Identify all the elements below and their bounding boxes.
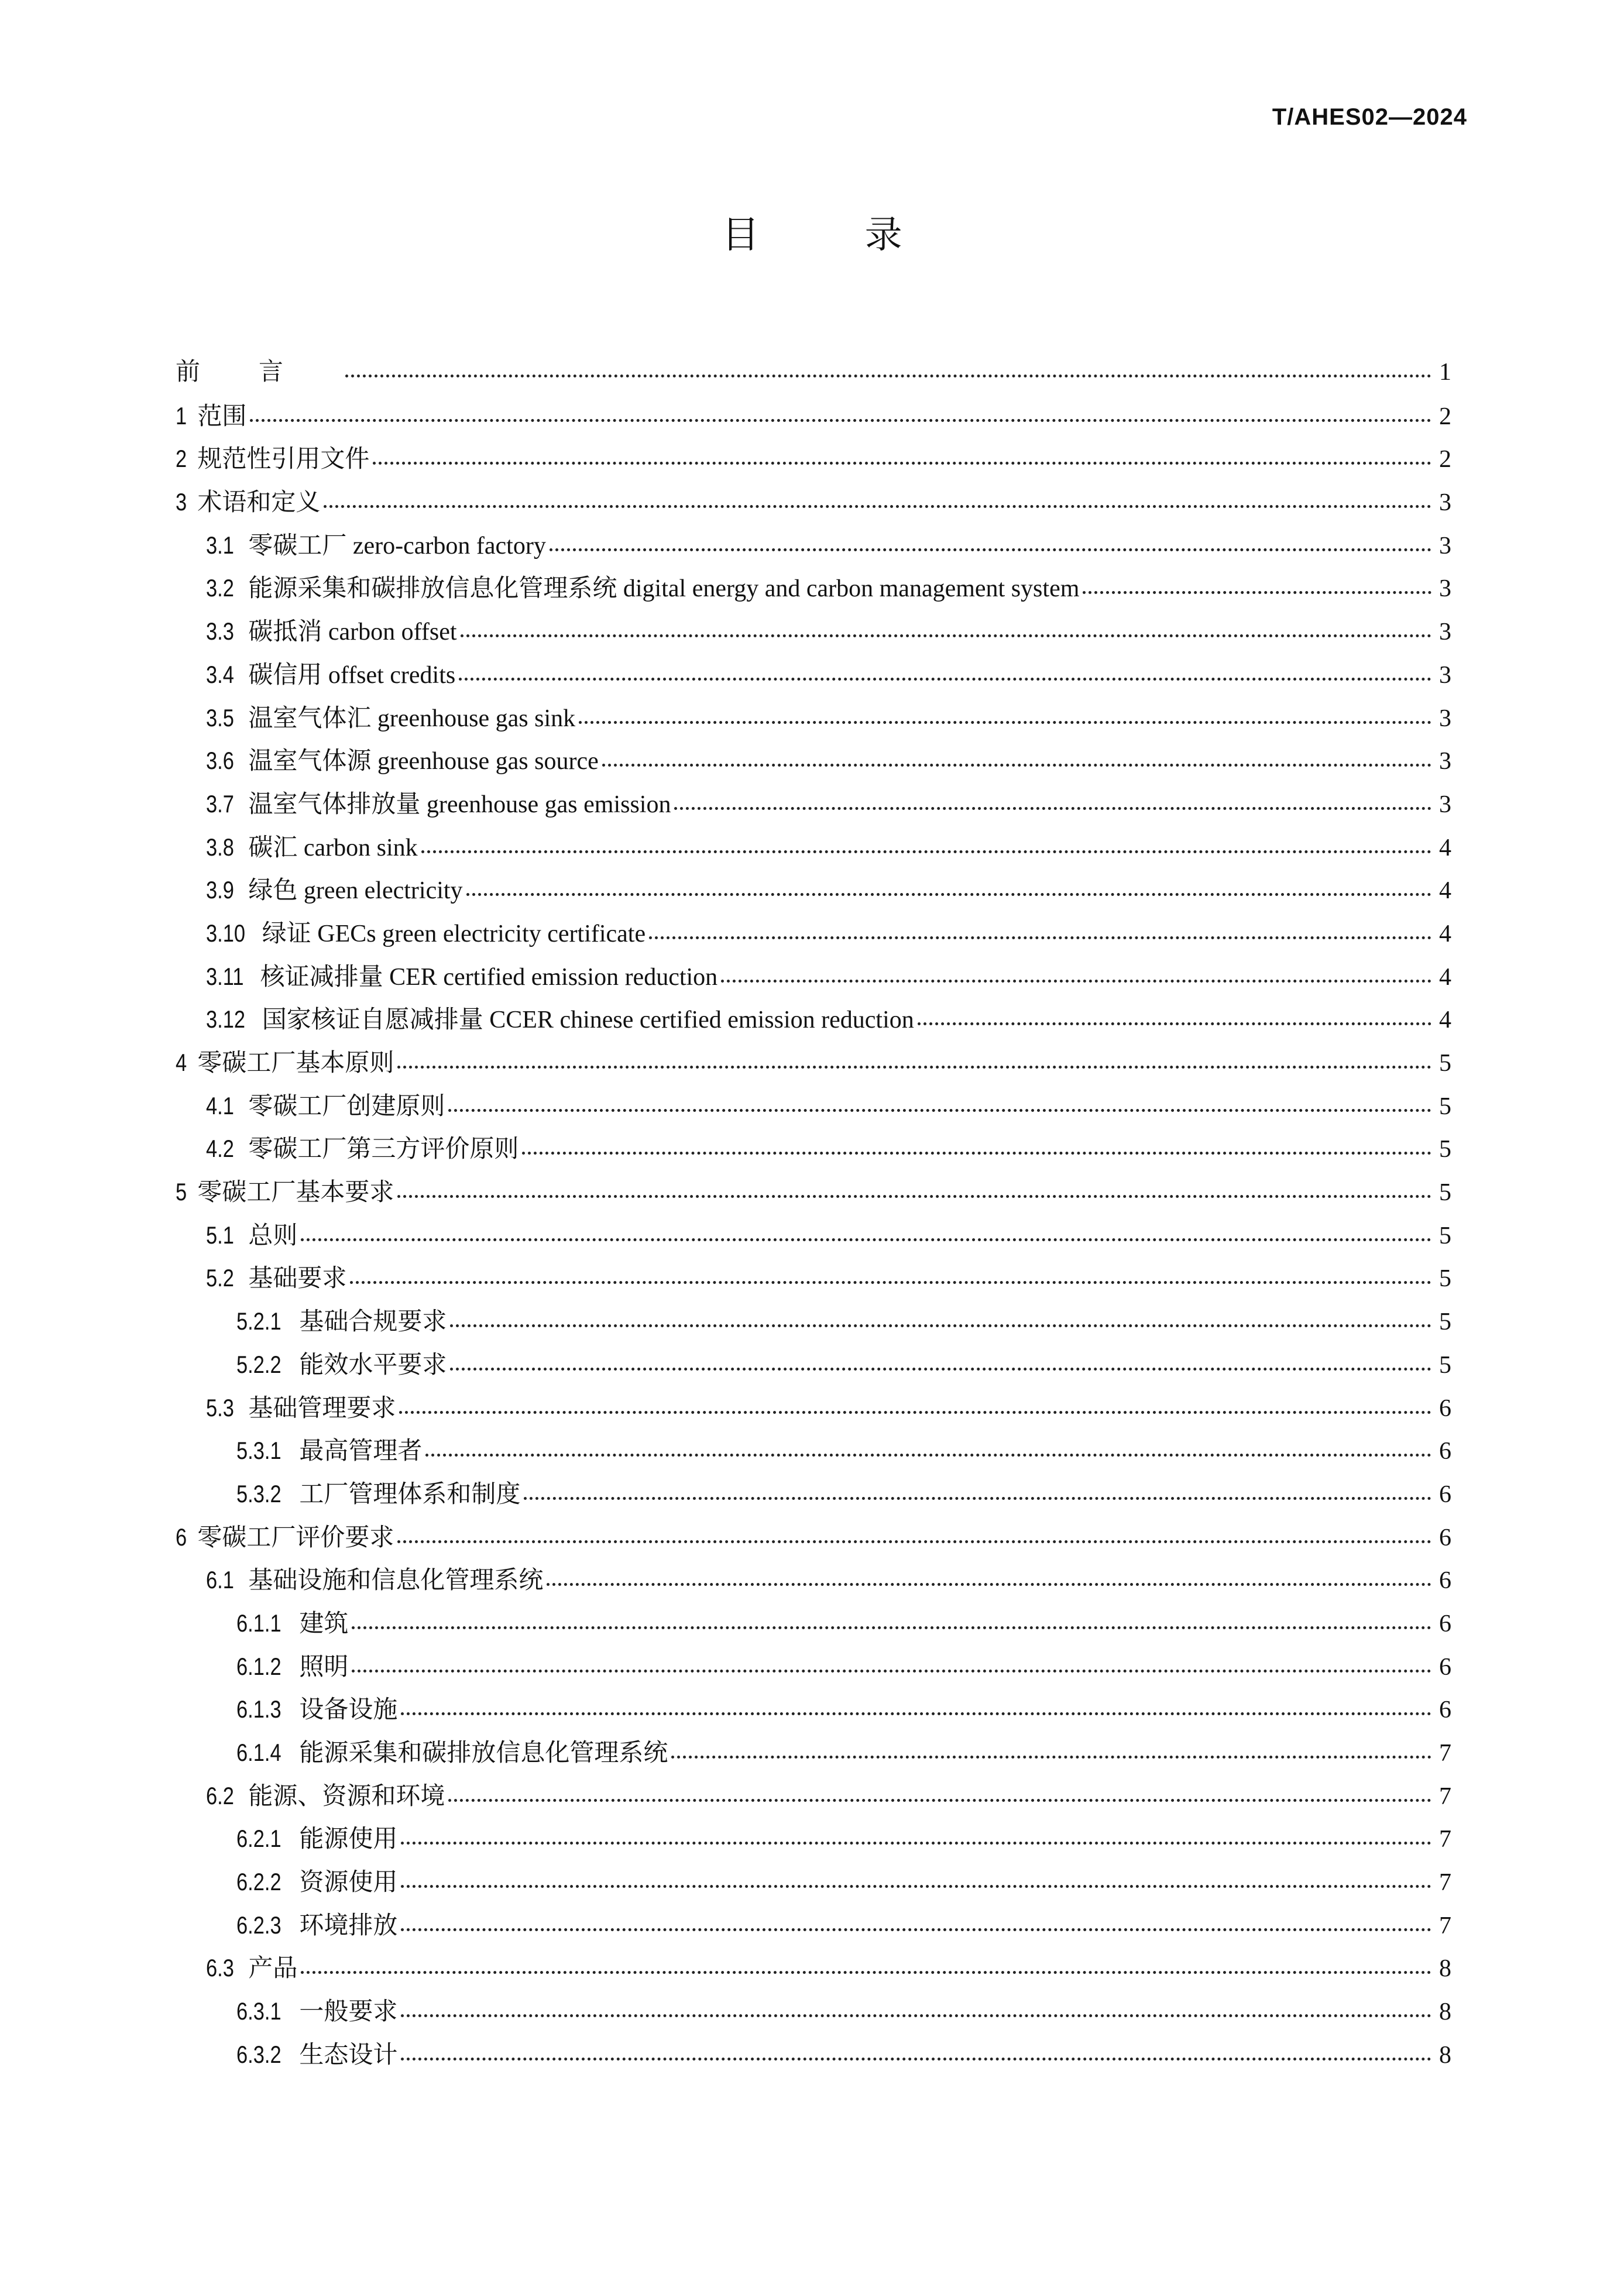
toc-entry-number: 2 (176, 445, 187, 473)
toc-entry[interactable] (176, 1472, 1451, 1516)
toc-entry-page-number: 6 (1439, 1524, 1451, 1551)
toc-entry-label: 绿色 green electricity (248, 877, 463, 905)
toc-entry[interactable] (176, 1084, 1451, 1128)
dot-leader (450, 1364, 1431, 1371)
toc-entry-number: 6.1.1 (236, 1609, 281, 1637)
dot-leader (352, 1623, 1431, 1629)
toc-entry[interactable] (176, 868, 1451, 912)
toc-entry-number: 3.11 (206, 962, 244, 990)
dot-leader (401, 1925, 1431, 1931)
toc-entry[interactable] (176, 1904, 1451, 1947)
toc-entry-page-number: 2 (1439, 446, 1451, 473)
toc-entry-number: 3.4 (206, 660, 234, 688)
toc-entry[interactable] (176, 1041, 1451, 1084)
toc-entry-label: 规范性引用文件 (197, 446, 370, 473)
toc-entry-number: 5.3 (206, 1393, 234, 1421)
toc-entry-page-number: 3 (1439, 489, 1451, 517)
toc-entry-page-number: 2 (1439, 403, 1451, 430)
dot-leader (674, 803, 1431, 810)
toc-entry-label: 总则 (248, 1222, 298, 1249)
toc-entry[interactable] (176, 1256, 1451, 1300)
toc-entry-number: 6.1.4 (236, 1739, 281, 1766)
toc-entry-number: 6.3.1 (236, 1997, 281, 2025)
toc-entry-page-number: 5 (1439, 1179, 1451, 1207)
toc-entry-label: 资源使用 (299, 1869, 398, 1897)
toc-entry[interactable] (176, 566, 1451, 610)
dot-leader (649, 933, 1431, 939)
toc-entry-number: 3.3 (206, 617, 234, 645)
toc-entry-label: 基础管理要求 (248, 1395, 396, 1422)
toc-entry-number: 6 (176, 1523, 187, 1551)
toc-entry-number: 6.2.2 (236, 1868, 281, 1896)
toc-entry[interactable] (176, 394, 1451, 438)
dot-leader (401, 1709, 1431, 1715)
dot-leader (1083, 588, 1431, 594)
toc-entry-number: 6.3 (206, 1954, 234, 1982)
toc-entry-page-number: 3 (1439, 532, 1451, 559)
toc-entry[interactable] (176, 1602, 1451, 1645)
dot-leader (345, 371, 1431, 377)
dot-leader (397, 1191, 1431, 1198)
toc-entry-number: 5.3.1 (236, 1437, 281, 1465)
toc-entry[interactable] (176, 955, 1451, 998)
dot-leader (721, 976, 1431, 983)
dot-leader (918, 1019, 1431, 1025)
toc-entry[interactable] (176, 1300, 1451, 1343)
toc-entry-page-number: 3 (1439, 575, 1451, 603)
toc-entry-label: 一般要求 (299, 1998, 398, 2026)
toc-entry[interactable] (176, 1558, 1451, 1602)
toc-entry-label: 能源采集和碳排放信息化管理系统 digital energy and carbon management system (248, 575, 1080, 603)
toc-entry-page-number: 7 (1439, 1783, 1451, 1810)
toc-entry[interactable] (176, 524, 1451, 567)
toc-entry-number: 3.6 (206, 747, 234, 775)
toc-entry-number: 3.10 (206, 919, 246, 947)
dot-leader (373, 458, 1431, 465)
toc-entry-number: 4.2 (206, 1135, 234, 1163)
toc-entry[interactable] (176, 1429, 1451, 1472)
toc-entry-page-number: 6 (1439, 1653, 1451, 1681)
toc-entry-page-number: 4 (1439, 877, 1451, 905)
toc-entry-page-number: 1 (1439, 359, 1451, 386)
toc-entry-number: 6.1.2 (236, 1652, 281, 1680)
toc-entry[interactable] (176, 696, 1451, 740)
toc-entry-label: 零碳工厂 zero-carbon factory (248, 532, 546, 559)
toc-entry-number: 6.3.2 (236, 2040, 281, 2068)
table-of-contents (176, 351, 1451, 2076)
toc-entry-label: 基础合规要求 (299, 1309, 447, 1336)
toc-entry-page-number: 5 (1439, 1265, 1451, 1293)
toc-entry-label: 碳抵消 carbon offset (248, 619, 457, 646)
toc-entry-label: 产品 (248, 1955, 298, 1983)
toc-entry-page-number: 6 (1439, 1567, 1451, 1595)
toc-entry-label: 零碳工厂评价要求 (197, 1524, 394, 1551)
toc-entry-number: 3.2 (206, 574, 234, 602)
toc-entry-label: 建筑 (299, 1610, 349, 1637)
toc-entry-label: 绿证 GECs green electricity certificate (262, 920, 646, 947)
dot-leader (550, 545, 1431, 551)
toc-entry-number: 6.2.1 (236, 1825, 281, 1853)
toc-entry-label: 术语和定义 (197, 489, 321, 517)
toc-entry[interactable] (176, 1170, 1451, 1214)
toc-entry-number: 5 (176, 1178, 187, 1206)
toc-entry-page-number: 5 (1439, 1222, 1451, 1249)
toc-entry-label: 能源使用 (299, 1826, 398, 1853)
toc-entry[interactable] (176, 1774, 1451, 1818)
toc-entry-page-number: 5 (1439, 1309, 1451, 1336)
toc-entry-page-number: 4 (1439, 920, 1451, 947)
toc-entry-label: 零碳工厂基本原则 (197, 1050, 394, 1077)
toc-entry[interactable] (176, 1946, 1451, 1990)
toc-entry[interactable] (176, 437, 1451, 480)
dot-leader (461, 631, 1431, 637)
dot-leader (466, 890, 1431, 896)
toc-entry-number: 6.2 (206, 1781, 234, 1809)
toc-entry-label: 设备设施 (299, 1697, 398, 1724)
toc-entry[interactable] (176, 1343, 1451, 1386)
toc-entry-label: 温室气体源 greenhouse gas source (248, 748, 599, 775)
dot-leader (579, 717, 1431, 724)
toc-entry[interactable] (176, 1731, 1451, 1774)
toc-entry-page-number: 7 (1439, 1740, 1451, 1767)
toc-entry-number: 5.2 (206, 1264, 234, 1292)
toc-entry-page-number: 3 (1439, 791, 1451, 818)
dot-leader (671, 1752, 1431, 1759)
toc-entry-page-number: 5 (1439, 1136, 1451, 1163)
toc-entry[interactable] (176, 782, 1451, 826)
toc-entry-label: 最高管理者 (299, 1438, 423, 1465)
toc-entry-page-number: 5 (1439, 1050, 1451, 1077)
toc-entry-number: 6.1.3 (236, 1695, 281, 1723)
toc-entry-number: 5.1 (206, 1221, 234, 1249)
dot-leader (547, 1579, 1431, 1586)
toc-entry-label: 碳信用 offset credits (248, 661, 456, 689)
toc-entry-label: 生态设计 (299, 2041, 398, 2069)
dot-leader (448, 1105, 1431, 1112)
toc-entry[interactable] (176, 1516, 1451, 1559)
dot-leader (602, 760, 1431, 767)
dot-leader (397, 1537, 1431, 1543)
toc-entry-label: 能效水平要求 (299, 1351, 447, 1379)
toc-entry-number: 3.1 (206, 531, 234, 559)
toc-entry-label: 零碳工厂基本要求 (197, 1179, 394, 1207)
toc-entry-number: 6.1 (206, 1566, 234, 1594)
toc-entry-label: 照明 (299, 1653, 349, 1681)
toc-entry-page-number: 4 (1439, 1007, 1451, 1034)
dot-leader (401, 1838, 1431, 1845)
toc-entry[interactable] (176, 998, 1451, 1041)
toc-entry-number: 3.5 (206, 703, 234, 732)
toc-entry-number: 1 (176, 401, 187, 430)
toc-entry[interactable] (176, 1214, 1451, 1257)
toc-entry-page-number: 6 (1439, 1610, 1451, 1637)
toc-entry[interactable] (176, 1386, 1451, 1430)
page-title: 目 录 (722, 214, 949, 257)
toc-entry[interactable] (176, 826, 1451, 869)
toc-entry[interactable] (176, 1860, 1451, 1904)
toc-entry-page-number: 8 (1439, 1955, 1451, 1983)
dot-leader (401, 1881, 1431, 1888)
dot-leader (448, 1795, 1431, 1802)
toc-entry-number: 4.1 (206, 1091, 234, 1119)
toc-entry-number: 3.7 (206, 789, 234, 818)
toc-entry-label: 温室气体排放量 greenhouse gas emission (248, 791, 671, 818)
toc-entry-label: 零碳工厂第三方评价原则 (248, 1136, 519, 1163)
toc-entry-page-number: 6 (1439, 1438, 1451, 1465)
toc-entry-page-number: 6 (1439, 1697, 1451, 1724)
toc-entry-label: 能源、资源和环境 (248, 1783, 445, 1810)
standard-code: T/AHES02—2024 (1272, 104, 1467, 130)
dot-leader (350, 1278, 1431, 1284)
toc-entry-page-number: 4 (1439, 963, 1451, 991)
toc-entry-page-number: 4 (1439, 834, 1451, 861)
toc-entry[interactable] (176, 1127, 1451, 1170)
toc-entry-number: 5.2.1 (236, 1307, 281, 1335)
toc-entry-label: 零碳工厂创建原则 (248, 1093, 445, 1120)
toc-entry-number: 5.2.2 (236, 1350, 281, 1378)
toc-entry-number: 4 (176, 1049, 187, 1076)
dot-leader (399, 1407, 1431, 1414)
toc-entry[interactable] (176, 1688, 1451, 1731)
toc-entry-label: 温室气体汇 greenhouse gas sink (248, 705, 576, 732)
toc-entry-number: 3.9 (206, 876, 234, 904)
dot-leader (421, 847, 1431, 853)
toc-entry-page-number: 7 (1439, 1869, 1451, 1897)
toc-entry[interactable] (176, 480, 1451, 524)
dot-leader (401, 2054, 1431, 2061)
toc-entry[interactable] (176, 1990, 1451, 2033)
toc-entry[interactable] (176, 2033, 1451, 2076)
toc-entry-page-number: 5 (1439, 1351, 1451, 1379)
dot-leader (250, 415, 1431, 422)
toc-entry-page-number: 8 (1439, 2041, 1451, 2069)
toc-entry-label: 国家核证自愿减排量 CCER chinese certified emission reduction (262, 1007, 914, 1034)
dot-leader (524, 1493, 1431, 1500)
dot-leader (352, 1666, 1431, 1673)
dot-leader (459, 674, 1431, 681)
toc-entry-number: 3.8 (206, 833, 234, 861)
toc-entry-number: 6.2.3 (236, 1911, 281, 1939)
toc-entry-number: 5.3.2 (236, 1479, 281, 1507)
toc-entry-page-number: 3 (1439, 661, 1451, 689)
dot-leader (522, 1148, 1431, 1155)
toc-entry[interactable] (176, 610, 1451, 653)
toc-entry-label: 基础要求 (248, 1265, 347, 1293)
toc-entry[interactable] (176, 912, 1451, 955)
toc-entry-number: 3 (176, 488, 187, 516)
dot-leader (301, 1967, 1431, 1974)
dot-leader (450, 1321, 1431, 1327)
toc-entry-label: 核证减排量 CER certified emission reduction (260, 963, 718, 991)
dot-leader (401, 2011, 1431, 2017)
toc-entry-label: 工厂管理体系和制度 (299, 1481, 521, 1508)
toc-entry-page-number: 6 (1439, 1481, 1451, 1508)
toc-entry-page-number: 3 (1439, 748, 1451, 775)
toc-entry-page-number: 7 (1439, 1912, 1451, 1939)
dot-leader (425, 1450, 1431, 1457)
toc-entry-label: 环境排放 (299, 1912, 398, 1939)
toc-entry-page-number: 5 (1439, 1093, 1451, 1120)
toc-entry-page-number: 3 (1439, 619, 1451, 646)
toc-entry-page-number: 3 (1439, 705, 1451, 732)
dot-leader (324, 502, 1431, 508)
toc-entry-page-number: 8 (1439, 1998, 1451, 2026)
toc-entry-label: 碳汇 carbon sink (248, 834, 418, 861)
dot-leader (301, 1235, 1431, 1241)
toc-entry[interactable] (176, 351, 1451, 394)
toc-entry[interactable] (176, 1817, 1451, 1860)
toc-entry-label: 能源采集和碳排放信息化管理系统 (299, 1740, 668, 1767)
toc-entry[interactable] (176, 739, 1451, 782)
toc-entry-page-number: 6 (1439, 1395, 1451, 1422)
toc-entry-label: 范围 (197, 403, 247, 430)
toc-entry-label: 基础设施和信息化管理系统 (248, 1567, 544, 1595)
dot-leader (397, 1062, 1431, 1069)
toc-entry-number: 3.12 (206, 1005, 246, 1033)
toc-entry-label: 前言 (176, 359, 342, 386)
toc-entry[interactable] (176, 1645, 1451, 1688)
toc-entry[interactable] (176, 653, 1451, 696)
toc-entry-page-number: 7 (1439, 1826, 1451, 1853)
